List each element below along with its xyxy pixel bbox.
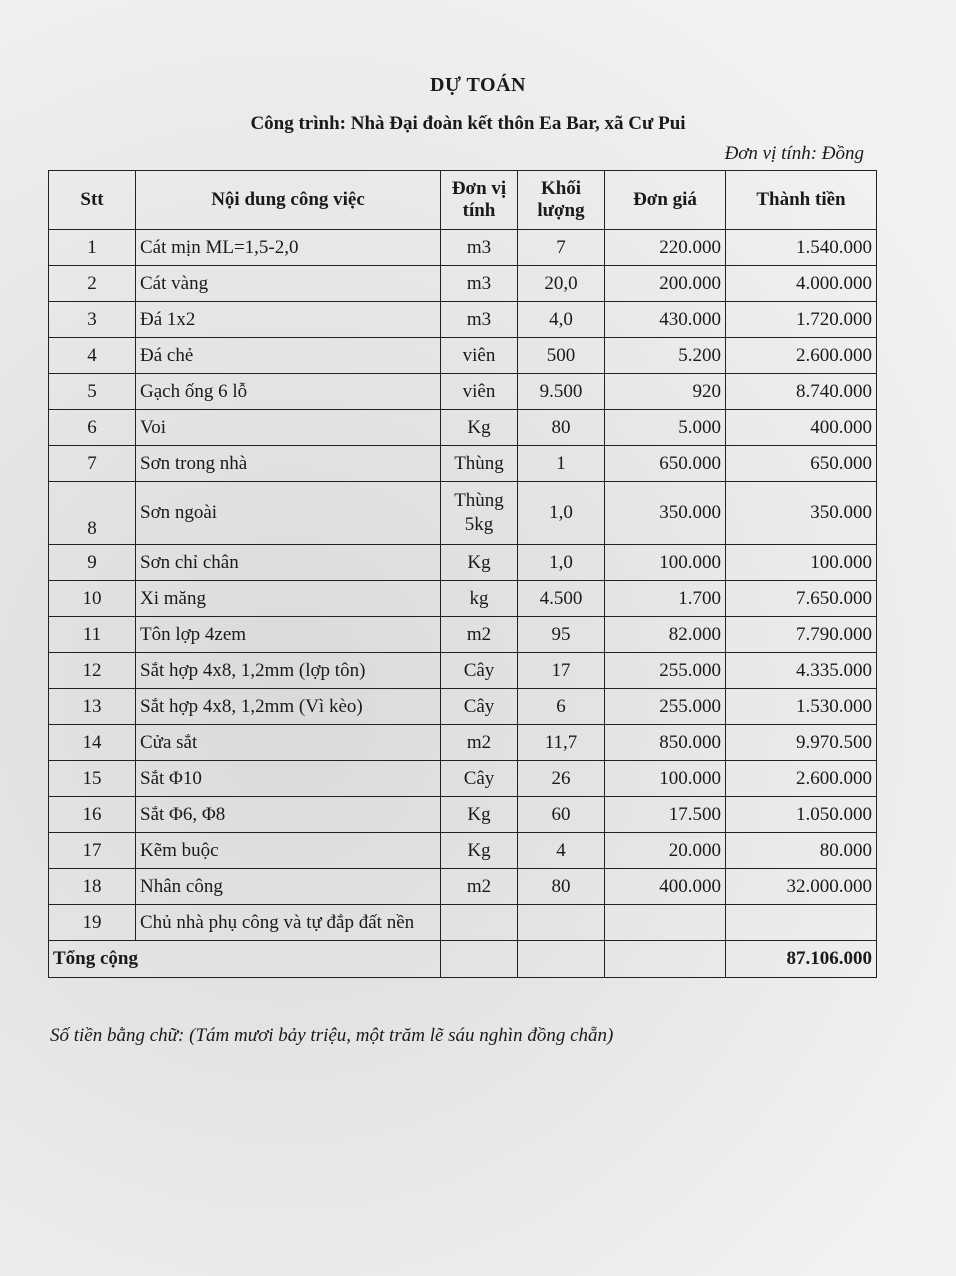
row-stt: 19 xyxy=(49,905,136,941)
row-description: Cát vàng xyxy=(136,266,441,302)
row-stt: 8 xyxy=(49,482,136,545)
row-unit-price: 100.000 xyxy=(605,545,726,581)
row-quantity: 60 xyxy=(518,797,605,833)
table-row xyxy=(49,482,877,545)
row-unit xyxy=(441,905,518,941)
row-quantity: 17 xyxy=(518,653,605,689)
row-amount: 350.000 xyxy=(726,482,877,545)
row-amount: 4.335.000 xyxy=(726,653,877,689)
row-amount: 650.000 xyxy=(726,446,877,482)
header-unit xyxy=(441,171,518,230)
row-amount: 1.050.000 xyxy=(726,797,877,833)
row-amount xyxy=(726,905,877,941)
table-row xyxy=(49,797,877,833)
row-stt: 7 xyxy=(49,446,136,482)
row-quantity: 4 xyxy=(518,833,605,869)
header-unit-line2: tính xyxy=(462,200,496,221)
row-unit: Cây xyxy=(441,689,518,725)
table-row xyxy=(49,653,877,689)
table-row xyxy=(49,338,877,374)
row-description: Sơn chỉ chân xyxy=(136,545,441,581)
row-description: Sơn trong nhà xyxy=(136,446,441,482)
row-stt: 13 xyxy=(49,689,136,725)
row-unit-price: 17.500 xyxy=(605,797,726,833)
row-amount: 4.000.000 xyxy=(726,266,877,302)
row-description: Nhân công xyxy=(136,869,441,905)
row-unit: Cây xyxy=(441,761,518,797)
row-quantity: 80 xyxy=(518,410,605,446)
total-unit-empty xyxy=(441,941,518,978)
header-unit-line1: Đơn vị xyxy=(451,178,507,199)
row-unit: Kg xyxy=(441,833,518,869)
row-stt: 18 xyxy=(49,869,136,905)
row-unit-price: 430.000 xyxy=(605,302,726,338)
row-quantity: 500 xyxy=(518,338,605,374)
row-amount: 7.790.000 xyxy=(726,617,877,653)
row-quantity: 9.500 xyxy=(518,374,605,410)
amount-in-words: Số tiền bằng chữ: (Tám mươi bảy triệu, một trăm lẽ sáu nghìn đồng chẵn) xyxy=(50,1025,614,1046)
row-unit-price: 255.000 xyxy=(605,689,726,725)
row-unit-price: 650.000 xyxy=(605,446,726,482)
table-row xyxy=(49,410,877,446)
project-subtitle: Công trình: Nhà Đại đoàn kết thôn Ea Bar, xã Cư Pui xyxy=(250,113,686,134)
row-description: Gạch ống 6 lỗ xyxy=(136,374,441,410)
row-stt: 12 xyxy=(49,653,136,689)
row-amount: 7.650.000 xyxy=(726,581,877,617)
row-stt: 16 xyxy=(49,797,136,833)
table-row xyxy=(49,725,877,761)
row-unit: Kg xyxy=(441,797,518,833)
table-header-row xyxy=(49,171,877,230)
row-amount: 9.970.500 xyxy=(726,725,877,761)
row-unit-price: 5.000 xyxy=(605,410,726,446)
table-row xyxy=(49,230,877,266)
row-amount: 1.540.000 xyxy=(726,230,877,266)
table-row xyxy=(49,581,877,617)
row-quantity: 26 xyxy=(518,761,605,797)
header-stt: Stt xyxy=(49,171,136,230)
row-unit-price: 920 xyxy=(605,374,726,410)
row-stt: 9 xyxy=(49,545,136,581)
row-stt: 1 xyxy=(49,230,136,266)
row-unit: viên xyxy=(441,338,518,374)
row-unit-price: 400.000 xyxy=(605,869,726,905)
row-unit: Cây xyxy=(441,653,518,689)
row-stt: 4 xyxy=(49,338,136,374)
row-unit-price: 200.000 xyxy=(605,266,726,302)
row-quantity: 1,0 xyxy=(518,482,605,545)
row-amount: 2.600.000 xyxy=(726,338,877,374)
row-unit: Kg xyxy=(441,410,518,446)
row-quantity: 6 xyxy=(518,689,605,725)
row-amount: 8.740.000 xyxy=(726,374,877,410)
row-unit: m2 xyxy=(441,725,518,761)
row-unit-price: 850.000 xyxy=(605,725,726,761)
total-price-empty xyxy=(605,941,726,978)
table-row xyxy=(49,905,877,941)
row-stt: 6 xyxy=(49,410,136,446)
row-unit: Thùng xyxy=(441,446,518,482)
row-amount: 1.530.000 xyxy=(726,689,877,725)
document-title: DỰ TOÁN xyxy=(430,74,526,96)
table-row xyxy=(49,545,877,581)
row-amount: 400.000 xyxy=(726,410,877,446)
row-unit-price: 20.000 xyxy=(605,833,726,869)
table-row xyxy=(49,302,877,338)
row-description: Cửa sắt xyxy=(136,725,441,761)
row-quantity: 1 xyxy=(518,446,605,482)
row-unit-price: 350.000 xyxy=(605,482,726,545)
row-unit: viên xyxy=(441,374,518,410)
row-description: Sơn ngoài xyxy=(136,482,441,545)
row-amount: 2.600.000 xyxy=(726,761,877,797)
row-unit: m2 xyxy=(441,869,518,905)
row-description: Chủ nhà phụ công và tự đắp đất nền xyxy=(136,905,441,941)
table-body xyxy=(49,230,877,941)
row-description: Kẽm buộc xyxy=(136,833,441,869)
table-row xyxy=(49,869,877,905)
table-row xyxy=(49,761,877,797)
row-amount: 100.000 xyxy=(726,545,877,581)
currency-unit-note: Đơn vị tính: Đồng xyxy=(724,143,864,164)
row-unit: Kg xyxy=(441,545,518,581)
row-description: Cát mịn ML=1,5-2,0 xyxy=(136,230,441,266)
row-stt: 17 xyxy=(49,833,136,869)
row-quantity xyxy=(518,905,605,941)
row-unit-price: 255.000 xyxy=(605,653,726,689)
row-unit: m3 xyxy=(441,266,518,302)
row-amount: 1.720.000 xyxy=(726,302,877,338)
row-description: Voi xyxy=(136,410,441,446)
row-stt: 3 xyxy=(49,302,136,338)
table-row xyxy=(49,617,877,653)
table-row xyxy=(49,446,877,482)
row-stt: 10 xyxy=(49,581,136,617)
row-amount: 80.000 xyxy=(726,833,877,869)
header-quantity-line2: lượng xyxy=(537,200,585,221)
row-stt: 11 xyxy=(49,617,136,653)
row-description: Sắt hợp 4x8, 1,2mm (Vì kèo) xyxy=(136,689,441,725)
table-row xyxy=(49,266,877,302)
header-unit-price: Đơn giá xyxy=(605,171,726,230)
row-unit: kg xyxy=(441,581,518,617)
row-amount: 32.000.000 xyxy=(726,869,877,905)
row-quantity: 4.500 xyxy=(518,581,605,617)
row-quantity: 1,0 xyxy=(518,545,605,581)
table-row xyxy=(49,374,877,410)
row-unit-price: 5.200 xyxy=(605,338,726,374)
row-description: Tôn lợp 4zem xyxy=(136,617,441,653)
row-unit-price: 220.000 xyxy=(605,230,726,266)
row-description: Xi măng xyxy=(136,581,441,617)
row-unit-price: 100.000 xyxy=(605,761,726,797)
total-amount: 87.106.000 xyxy=(726,941,877,978)
row-stt: 5 xyxy=(49,374,136,410)
row-description: Sắt Φ6, Φ8 xyxy=(136,797,441,833)
row-description: Đá 1x2 xyxy=(136,302,441,338)
row-quantity: 11,7 xyxy=(518,725,605,761)
total-row xyxy=(49,941,877,978)
row-unit: Thùng 5kg xyxy=(441,482,518,545)
row-quantity: 80 xyxy=(518,869,605,905)
header-quantity xyxy=(518,171,605,230)
row-description: Sắt hợp 4x8, 1,2mm (lợp tôn) xyxy=(136,653,441,689)
header-amount: Thành tiền xyxy=(726,171,877,230)
table-row xyxy=(49,689,877,725)
row-quantity: 20,0 xyxy=(518,266,605,302)
row-stt: 15 xyxy=(49,761,136,797)
row-quantity: 4,0 xyxy=(518,302,605,338)
total-label: Tổng cộng xyxy=(49,941,441,978)
row-description: Sắt Φ10 xyxy=(136,761,441,797)
row-quantity: 95 xyxy=(518,617,605,653)
row-stt: 14 xyxy=(49,725,136,761)
row-unit-price xyxy=(605,905,726,941)
table-row xyxy=(49,833,877,869)
total-qty-empty xyxy=(518,941,605,978)
row-unit-price: 82.000 xyxy=(605,617,726,653)
header-quantity-line1: Khối xyxy=(540,178,582,199)
estimate-table xyxy=(48,170,877,978)
header-description: Nội dung công việc xyxy=(136,171,441,230)
row-unit: m3 xyxy=(441,302,518,338)
row-quantity: 7 xyxy=(518,230,605,266)
row-unit: m3 xyxy=(441,230,518,266)
row-description: Đá chẻ xyxy=(136,338,441,374)
row-stt: 2 xyxy=(49,266,136,302)
row-unit: m2 xyxy=(441,617,518,653)
row-unit-price: 1.700 xyxy=(605,581,726,617)
